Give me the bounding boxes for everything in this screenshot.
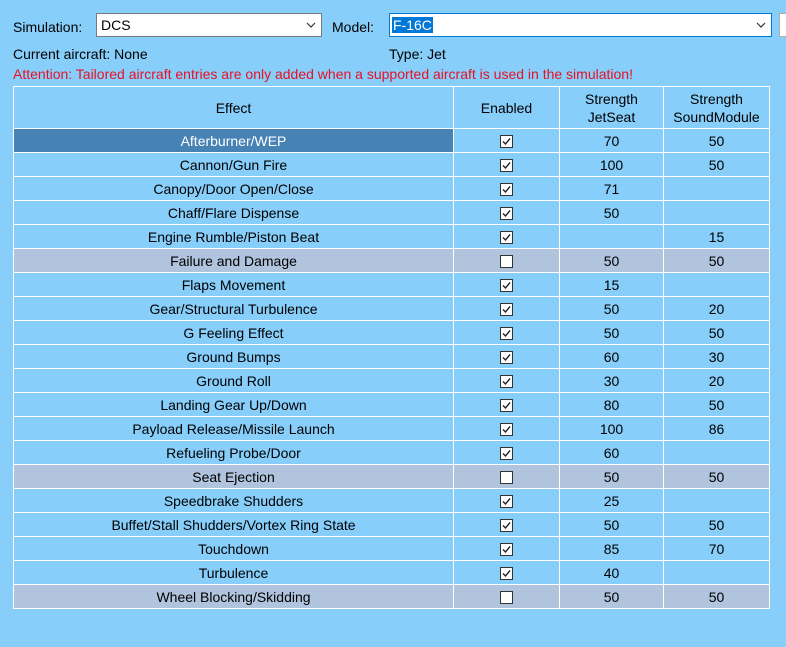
model-value: F-16C <box>393 17 432 33</box>
jetseat-strength-cell[interactable]: 50 <box>560 249 664 273</box>
jetseat-strength-cell[interactable]: 60 <box>560 345 664 369</box>
soundmodule-strength-cell[interactable] <box>664 201 770 225</box>
attention-message: Attention: Tailored aircraft entries are only added when a supported aircraft is used in the simulation! <box>13 66 633 82</box>
effect-cell[interactable]: Ground Bumps <box>14 345 454 369</box>
table-row[interactable] <box>14 441 770 465</box>
checkmark-icon <box>502 425 511 434</box>
soundmodule-strength-cell[interactable]: 50 <box>664 321 770 345</box>
enabled-cell <box>454 249 560 273</box>
effect-cell[interactable]: Landing Gear Up/Down <box>14 393 454 417</box>
effect-cell[interactable]: Engine Rumble/Piston Beat <box>14 225 454 249</box>
soundmodule-strength-cell[interactable] <box>664 489 770 513</box>
checkmark-icon <box>502 377 511 386</box>
column-header-effect[interactable]: Effect <box>14 87 454 129</box>
checkmark-icon <box>502 281 511 290</box>
effect-cell[interactable]: Flaps Movement <box>14 273 454 297</box>
jetseat-strength-cell[interactable]: 25 <box>560 489 664 513</box>
effect-cell[interactable]: Cannon/Gun Fire <box>14 153 454 177</box>
checkbox-checked[interactable] <box>500 567 513 580</box>
model-label: Model: <box>332 19 375 35</box>
table-row[interactable] <box>14 345 770 369</box>
checkmark-icon <box>502 521 511 530</box>
jetseat-strength-cell[interactable]: 50 <box>560 201 664 225</box>
jetseat-strength-cell[interactable]: 15 <box>560 273 664 297</box>
checkbox-checked[interactable] <box>500 375 513 388</box>
enabled-cell <box>454 201 560 225</box>
checkmark-icon <box>502 329 511 338</box>
table-row[interactable] <box>14 153 770 177</box>
soundmodule-strength-cell[interactable] <box>664 441 770 465</box>
checkbox-checked[interactable] <box>500 231 513 244</box>
soundmodule-strength-cell[interactable]: 50 <box>664 393 770 417</box>
checkbox-unchecked[interactable] <box>500 591 513 604</box>
enabled-cell <box>454 321 560 345</box>
checkmark-icon <box>502 353 511 362</box>
jetseat-strength-cell[interactable]: 50 <box>560 297 664 321</box>
simulation-label: Simulation: <box>13 19 83 35</box>
jetseat-strength-cell[interactable]: 40 <box>560 561 664 585</box>
checkbox-checked[interactable] <box>500 207 513 220</box>
enabled-cell <box>454 129 560 153</box>
table-row[interactable] <box>14 273 770 297</box>
soundmodule-strength-cell[interactable] <box>664 273 770 297</box>
soundmodule-strength-cell[interactable] <box>664 177 770 201</box>
enabled-cell <box>454 297 560 321</box>
jetseat-strength-cell[interactable] <box>560 225 664 249</box>
checkbox-checked[interactable] <box>500 351 513 364</box>
jetseat-strength-cell[interactable]: 30 <box>560 369 664 393</box>
checkbox-checked[interactable] <box>500 159 513 172</box>
soundmodule-strength-cell[interactable]: 20 <box>664 369 770 393</box>
table-row[interactable] <box>14 201 770 225</box>
checkmark-icon <box>502 233 511 242</box>
checkmark-icon <box>502 305 511 314</box>
table-row[interactable] <box>14 393 770 417</box>
soundmodule-strength-cell[interactable]: 20 <box>664 297 770 321</box>
soundmodule-strength-cell[interactable] <box>664 561 770 585</box>
effect-cell[interactable]: G Feeling Effect <box>14 321 454 345</box>
enabled-cell <box>454 465 560 489</box>
effect-cell[interactable]: Turbulence <box>14 561 454 585</box>
checkbox-checked[interactable] <box>500 279 513 292</box>
soundmodule-strength-cell[interactable]: 50 <box>664 513 770 537</box>
simulation-dropdown[interactable] <box>96 13 322 37</box>
effect-cell[interactable]: Afterburner/WEP <box>14 129 454 153</box>
table-row[interactable] <box>14 225 770 249</box>
jetseat-strength-cell[interactable]: 80 <box>560 393 664 417</box>
enabled-cell <box>454 537 560 561</box>
checkbox-checked[interactable] <box>500 399 513 412</box>
sound-header-line2: SoundModule <box>673 108 760 125</box>
checkmark-icon <box>502 137 511 146</box>
checkbox-checked[interactable] <box>500 183 513 196</box>
effect-cell[interactable]: Seat Ejection <box>14 465 454 489</box>
chevron-down-icon[interactable] <box>751 14 771 36</box>
chevron-down-icon[interactable] <box>301 14 321 36</box>
soundmodule-strength-cell[interactable]: 86 <box>664 417 770 441</box>
checkbox-checked[interactable] <box>500 519 513 532</box>
enabled-cell <box>454 417 560 441</box>
table-row[interactable] <box>14 249 770 273</box>
effect-cell[interactable]: Wheel Blocking/Skidding <box>14 585 454 609</box>
checkbox-unchecked[interactable] <box>500 255 513 268</box>
enabled-cell <box>454 369 560 393</box>
checkmark-icon <box>502 497 511 506</box>
current-aircraft-text: Current aircraft: None <box>13 46 148 62</box>
table-row[interactable] <box>14 489 770 513</box>
table-row[interactable] <box>14 513 770 537</box>
soundmodule-strength-cell[interactable]: 50 <box>664 465 770 489</box>
jetseat-strength-cell[interactable]: 50 <box>560 585 664 609</box>
soundmodule-strength-cell[interactable]: 50 <box>664 585 770 609</box>
table-row[interactable] <box>14 465 770 489</box>
sound-header-line1: Strength <box>690 90 743 107</box>
checkbox-checked[interactable] <box>500 495 513 508</box>
checkmark-icon <box>502 401 511 410</box>
column-header-soundmodule[interactable] <box>664 87 770 129</box>
table-row[interactable] <box>14 177 770 201</box>
effect-cell[interactable]: Canopy/Door Open/Close <box>14 177 454 201</box>
jetseat-strength-cell[interactable]: 50 <box>560 465 664 489</box>
enabled-cell <box>454 225 560 249</box>
effect-cell[interactable]: Refueling Probe/Door <box>14 441 454 465</box>
table-row[interactable] <box>14 537 770 561</box>
simulation-value: DCS <box>101 17 131 33</box>
checkbox-checked[interactable] <box>500 135 513 148</box>
checkbox-checked[interactable] <box>500 303 513 316</box>
enabled-cell <box>454 345 560 369</box>
effect-cell[interactable]: Gear/Structural Turbulence <box>14 297 454 321</box>
enabled-cell <box>454 393 560 417</box>
soundmodule-strength-cell[interactable]: 70 <box>664 537 770 561</box>
effect-cell[interactable]: Failure and Damage <box>14 249 454 273</box>
soundmodule-strength-cell[interactable]: 50 <box>664 249 770 273</box>
table-row[interactable] <box>14 417 770 441</box>
soundmodule-strength-cell[interactable]: 50 <box>664 129 770 153</box>
enabled-cell <box>454 177 560 201</box>
checkmark-icon <box>502 185 511 194</box>
table-row[interactable] <box>14 129 770 153</box>
soundmodule-strength-cell[interactable]: 50 <box>664 153 770 177</box>
table-header-row <box>14 87 770 129</box>
jetseat-header-line1: Strength <box>585 90 638 107</box>
effects-table <box>13 86 770 609</box>
soundmodule-strength-cell[interactable]: 30 <box>664 345 770 369</box>
aircraft-type-text: Type: Jet <box>389 46 446 62</box>
effect-cell[interactable]: Speedbrake Shudders <box>14 489 454 513</box>
jetseat-strength-cell[interactable]: 60 <box>560 441 664 465</box>
enabled-cell <box>454 561 560 585</box>
table-row[interactable] <box>14 369 770 393</box>
table-row[interactable] <box>14 585 770 609</box>
enabled-cell <box>454 489 560 513</box>
jetseat-strength-cell[interactable]: 70 <box>560 129 664 153</box>
effect-cell[interactable]: Buffet/Stall Shudders/Vortex Ring State <box>14 513 454 537</box>
checkbox-checked[interactable] <box>500 327 513 340</box>
checkmark-icon <box>502 449 511 458</box>
jetseat-strength-cell[interactable]: 85 <box>560 537 664 561</box>
effect-cell[interactable]: Touchdown <box>14 537 454 561</box>
jetseat-strength-cell[interactable]: 50 <box>560 321 664 345</box>
checkmark-icon <box>502 209 511 218</box>
jetseat-strength-cell[interactable]: 50 <box>560 513 664 537</box>
checkmark-icon <box>502 545 511 554</box>
soundmodule-strength-cell[interactable]: 15 <box>664 225 770 249</box>
checkbox-checked[interactable] <box>500 543 513 556</box>
effect-cell[interactable]: Chaff/Flare Dispense <box>14 201 454 225</box>
table-row[interactable] <box>14 297 770 321</box>
table-row[interactable] <box>14 561 770 585</box>
enabled-cell <box>454 153 560 177</box>
model-dropdown[interactable] <box>389 13 772 37</box>
enabled-cell <box>454 513 560 537</box>
column-header-enabled[interactable]: Enabled <box>454 87 560 129</box>
side-button[interactable] <box>779 13 786 37</box>
enabled-cell <box>454 441 560 465</box>
column-header-jetseat[interactable] <box>560 87 664 129</box>
enabled-cell <box>454 585 560 609</box>
effect-cell[interactable]: Payload Release/Missile Launch <box>14 417 454 441</box>
jetseat-header-line2: JetSeat <box>587 108 636 125</box>
checkbox-checked[interactable] <box>500 423 513 436</box>
jetseat-strength-cell[interactable]: 100 <box>560 417 664 441</box>
jetseat-strength-cell[interactable]: 100 <box>560 153 664 177</box>
jetseat-strength-cell[interactable]: 71 <box>560 177 664 201</box>
enabled-cell <box>454 273 560 297</box>
effect-cell[interactable]: Ground Roll <box>14 369 454 393</box>
table-row[interactable] <box>14 321 770 345</box>
checkmark-icon <box>502 161 511 170</box>
checkbox-unchecked[interactable] <box>500 471 513 484</box>
checkmark-icon <box>502 569 511 578</box>
checkbox-checked[interactable] <box>500 447 513 460</box>
